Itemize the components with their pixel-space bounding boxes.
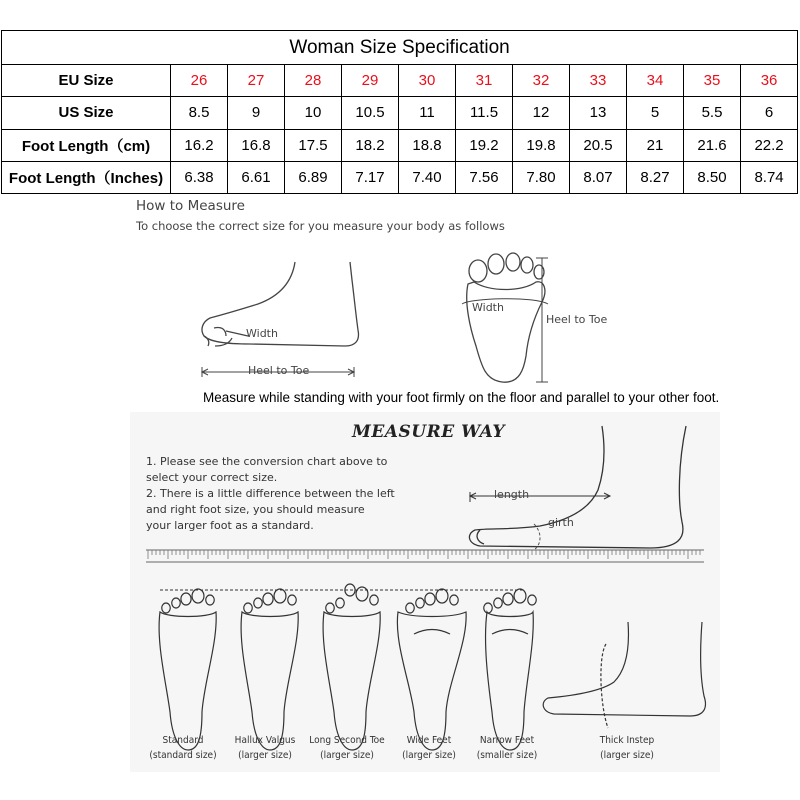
foot-type-icon	[323, 584, 380, 750]
step-1-line-1: 1. Please see the conversion chart above to	[146, 455, 388, 468]
table-cell: 10.5	[342, 97, 399, 129]
measure-note: Measure while standing with your foot firmly on the floor and parallel to your other foot.	[203, 390, 720, 405]
table-cell: 11.5	[456, 97, 513, 129]
table-cell: 6.38	[171, 161, 228, 193]
foot-type-size-label: (larger size)	[238, 750, 292, 761]
table-cell: 27	[228, 65, 285, 97]
table-cell: 16.8	[228, 129, 285, 161]
side-foot-icon	[202, 262, 358, 346]
row-header: US Size	[2, 97, 171, 129]
table-cell: 29	[342, 65, 399, 97]
measure-way-panel	[130, 412, 720, 772]
table-cell: 10	[285, 97, 342, 129]
table-cell: 6.61	[228, 161, 285, 193]
table-row	[2, 65, 798, 97]
how-to-measure-title: How to Measure	[136, 198, 245, 214]
table-cell: 19.2	[456, 129, 513, 161]
foot-type-icon	[241, 589, 298, 750]
foot-type-name-label: Standard	[162, 735, 204, 746]
foot-type-size-label: (larger size)	[320, 750, 374, 761]
foot-type-name-label: Wide Feet	[406, 735, 452, 746]
table-cell: 7.80	[513, 161, 570, 193]
row-header: Foot Length（Inches)	[2, 161, 171, 193]
table-cell: 5.5	[684, 97, 741, 129]
table-cell: 8.50	[684, 161, 741, 193]
top-heel-to-toe-label: Heel to Toe	[546, 313, 608, 326]
table-cell: 16.2	[171, 129, 228, 161]
table-cell: 19.8	[513, 129, 570, 161]
table-cell: 30	[399, 65, 456, 97]
step-2-line-1: 2. There is a little difference between the left	[146, 487, 395, 500]
foot-type-name-label: Thick Instep	[599, 735, 655, 746]
thick-instep-icon	[543, 622, 705, 728]
table-cell: 26	[171, 65, 228, 97]
foot-type-size-label: (standard size)	[149, 750, 217, 761]
table-title: Woman Size Specification	[2, 31, 798, 65]
table-cell: 17.5	[285, 129, 342, 161]
table-cell: 11	[399, 97, 456, 129]
measure-way-title: MEASURE WAY	[352, 422, 506, 442]
foot-type-icons	[159, 584, 536, 750]
girth-label: girth	[548, 516, 574, 529]
leg-and-foot-icon	[469, 426, 686, 548]
table-cell: 13	[570, 97, 627, 129]
table-cell: 28	[285, 65, 342, 97]
how-to-measure-subtitle: To choose the correct size for you measure your body as follows	[136, 219, 505, 233]
step-2-line-3: your larger foot as a standard.	[146, 519, 314, 532]
table-row	[2, 97, 798, 129]
table-cell: 18.8	[399, 129, 456, 161]
table-cell: 8.27	[627, 161, 684, 193]
side-heel-to-toe-label: Heel to Toe	[248, 364, 310, 377]
foot-type-size-label: (smaller size)	[476, 750, 538, 761]
table-cell: 7.40	[399, 161, 456, 193]
how-to-measure-panel	[130, 196, 730, 410]
foot-type-name-label: Long Second Toe	[309, 735, 385, 746]
length-arrow	[470, 492, 610, 502]
step-1-line-2: select your correct size.	[146, 471, 278, 484]
table-cell: 20.5	[570, 129, 627, 161]
foot-type-name-label: Hallux Valgus	[234, 735, 296, 746]
table-cell: 7.17	[342, 161, 399, 193]
row-header: Foot Length（cm)	[2, 129, 171, 161]
table-cell: 6	[741, 97, 798, 129]
foot-type-size-label: (larger size)	[600, 750, 654, 761]
table-cell: 8.5	[171, 97, 228, 129]
table-row	[2, 161, 798, 193]
table-cell: 8.74	[741, 161, 798, 193]
top-foot-icon	[467, 253, 545, 382]
table-cell: 33	[570, 65, 627, 97]
table-row	[2, 129, 798, 161]
table-cell: 22.2	[741, 129, 798, 161]
foot-type-icon	[397, 589, 466, 750]
table-cell: 21.6	[684, 129, 741, 161]
table-cell: 34	[627, 65, 684, 97]
table-cell: 5	[627, 97, 684, 129]
row-header: EU Size	[2, 65, 171, 97]
side-width-label: Width	[246, 327, 278, 340]
table-cell: 32	[513, 65, 570, 97]
table-cell: 12	[513, 97, 570, 129]
step-2-line-2: and right foot size, you should measure	[146, 503, 365, 516]
length-label: length	[494, 488, 530, 501]
table-cell: 7.56	[456, 161, 513, 193]
size-specification-table	[1, 30, 798, 194]
foot-type-name-label: Narrow Feet	[479, 735, 535, 746]
table-cell: 8.07	[570, 161, 627, 193]
foot-type-size-label: (larger size)	[402, 750, 456, 761]
foot-type-icon	[484, 589, 537, 750]
table-cell: 35	[684, 65, 741, 97]
foot-type-icon	[159, 589, 216, 750]
table-cell: 21	[627, 129, 684, 161]
top-width-label: Width	[472, 301, 504, 314]
table-cell: 6.89	[285, 161, 342, 193]
table-cell: 18.2	[342, 129, 399, 161]
table-cell: 9	[228, 97, 285, 129]
ruler-ticks	[148, 550, 700, 559]
table-cell: 31	[456, 65, 513, 97]
table-cell: 36	[741, 65, 798, 97]
